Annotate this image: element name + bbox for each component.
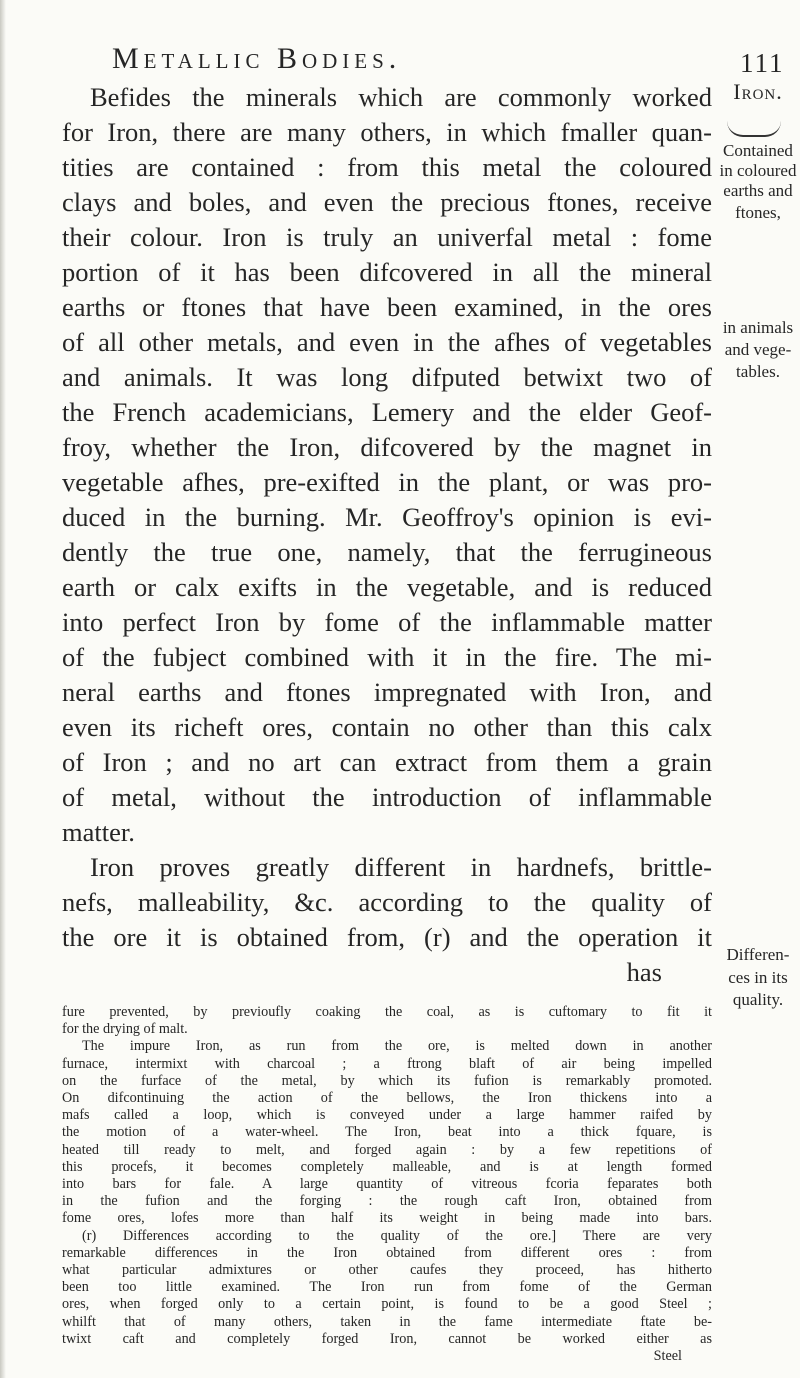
margin-note-line: in animals xyxy=(722,318,794,337)
body-line: earths or ftones that have been examined, in the ores xyxy=(62,292,712,322)
body-line: of the fubject combined with it in the fire. The mi- xyxy=(62,642,712,672)
margin-section-title: Iron. xyxy=(733,79,783,104)
margin-brace xyxy=(727,121,781,137)
footnote-line: (r) Differences according to the quality of the ore.] There are very xyxy=(82,1227,712,1244)
footnote-line: furnace, intermixt with charcoal ; a ftrong blaft of air being impelled xyxy=(62,1055,712,1072)
body-line: into perfect Iron by fome of the inflammable matter xyxy=(62,607,712,637)
margin-note-line: ftones, xyxy=(735,203,781,222)
margin-note-line: and vege- xyxy=(724,340,792,359)
footnote-catchword: Steel xyxy=(653,1348,682,1364)
body-line: neral earths and ftones impregnated with Iron, and xyxy=(62,677,712,707)
margin-note-line: ces in its xyxy=(728,968,788,987)
footnote-line: in the fufion and the forging : the rough caft Iron, obtained from xyxy=(62,1193,712,1210)
body-line: for Iron, there are many others, in which fmaller quan- xyxy=(62,117,712,147)
margin-note-line: quality. xyxy=(732,990,784,1009)
footnote-line: fure prevented, by previoufly coaking the coal, as is cuftomary to fit it xyxy=(62,1004,712,1020)
page-edge-shadow xyxy=(0,0,6,1378)
body-line: Befides the minerals which are commonly worked xyxy=(90,82,712,112)
running-head: Metallic Bodies. xyxy=(112,42,402,75)
page-number: 111 xyxy=(740,48,785,78)
footnote-line: heated till ready to melt, and forged again : by a few repetitions of xyxy=(62,1141,712,1158)
body-line: the French academicians, Lemery and the elder Geof- xyxy=(62,397,712,427)
footnote-line: The impure Iron, as run from the ore, is melted down in another xyxy=(82,1038,712,1055)
margin-note-line: in coloured xyxy=(719,161,797,180)
footnote-line: into bars for fale. A large quantity of vitreous fcoria feparates both xyxy=(62,1176,712,1192)
body-line: of all other metals, and even in the afhes of vegetables xyxy=(62,327,712,357)
body-line: of metal, without the introduction of inflammable xyxy=(62,782,712,812)
footnote-line: whilft that of many others, taken in the fame intermediate ftate be- xyxy=(62,1313,712,1330)
body-line: clays and boles, and even the precious ftones, receive xyxy=(62,187,712,217)
body-line: vegetable afhes, pre-exifted in the plant, or was pro- xyxy=(62,467,712,497)
margin-note-line: tables. xyxy=(736,362,780,381)
body-line: earth or calx exifts in the vegetable, and is reduced xyxy=(62,572,712,602)
body-line: nefs, malleability, &c. according to the quality of xyxy=(62,887,712,917)
footnote-line: the motion of a water-wheel. The Iron, beat into a thick fquare, is xyxy=(62,1124,712,1141)
footnote-line: remarkable differences in the Iron obtained from different ores : from xyxy=(62,1244,712,1261)
footnote-line: mafs called a loop, which is conveyed under a large hammer raifed by xyxy=(62,1107,712,1124)
body-line: matter. xyxy=(62,817,135,847)
body-line: dently the true one, namely, that the ferrugineous xyxy=(62,537,712,567)
footnote-line: on the furface of the metal, by which its fufion is remarkably promoted. xyxy=(62,1072,712,1089)
margin-note-line: Contained xyxy=(723,141,793,160)
catchword: has xyxy=(626,957,662,987)
body-line: duced in the burning. Mr. Geoffroy's opinion is evi- xyxy=(62,502,712,532)
footnote-line: been too little examined. The Iron run from fome of the German xyxy=(62,1279,712,1296)
body-line: Iron proves greatly different in hardnefs, brittle- xyxy=(90,852,712,882)
footnote-line: twixt caft and completely forged Iron, cannot be worked either as xyxy=(62,1330,712,1347)
body-line: of Iron ; and no art can extract from them a grain xyxy=(62,747,712,777)
body-line: the ore it is obtained from, (r) and the operation it xyxy=(62,922,712,952)
body-line: even its richeft ores, contain no other than this calx xyxy=(62,712,712,742)
footnote-line: ores, when forged only to a certain point, is found to be a good Steel ; xyxy=(62,1296,712,1313)
body-line: froy, whether the Iron, difcovered by the magnet in xyxy=(62,432,712,462)
body-line: portion of it has been difcovered in all the mineral xyxy=(62,257,712,287)
body-line: their colour. Iron is truly an univerfal metal : fome xyxy=(62,222,712,252)
footnote-line: this procefs, it becomes completely malleable, and is at length formed xyxy=(62,1158,712,1175)
body-line: tities are contained : from this metal the coloured xyxy=(62,152,712,182)
margin-note-line: earths and xyxy=(723,181,793,200)
footnote-line: fome ores, lofes more than half its weight in being made into bars. xyxy=(62,1210,712,1227)
body-line: and animals. It was long difputed betwixt two of xyxy=(62,362,712,392)
footnote-line: what particular admixtures or other caufes they proceed, has hitherto xyxy=(62,1262,712,1278)
margin-note-line: Differen- xyxy=(726,945,790,964)
footnote-line: for the drying of malt. xyxy=(62,1021,188,1038)
footnote-line: On difcontinuing the action of the bellows, the Iron thickens into a xyxy=(62,1090,712,1106)
